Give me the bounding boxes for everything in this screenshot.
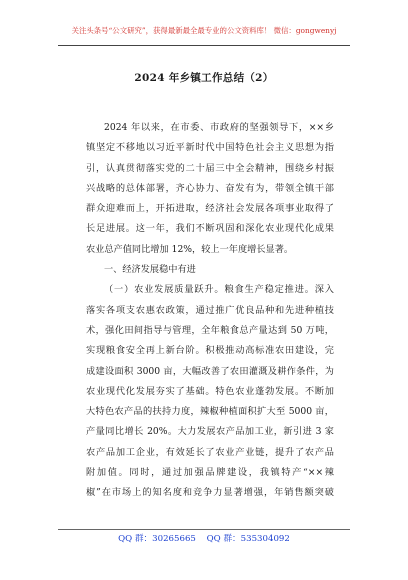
footer-contacts <box>0 533 408 545</box>
footer-divider <box>58 529 350 530</box>
body-line: 大特色农产品的扶持力度，辣椒种植面积扩大至 5000 亩， <box>86 406 334 418</box>
section-heading: 一、经济发展稳中有进 <box>104 264 196 276</box>
body-line: 群众迎难而上，开拓进取，经济社会发展各项事业取得了 <box>86 203 334 215</box>
body-line: 成建设面积 3000 亩，大幅改善了农田灌溉及耕作条件，为 <box>86 365 334 377</box>
body-line: 镇坚定不移地以习近平新时代中国特色社会主义思想为指 <box>86 142 334 154</box>
body-line: 落实各项支农惠农政策，通过推广优良品种和先进种植技 <box>86 304 334 316</box>
body-line: 术，强化田间指导与管理，全年粮食总产量达到 50 万吨， <box>86 324 334 336</box>
body-line: 农产品加工企业，有效延长了农业产业链，提升了农产品 <box>86 446 334 458</box>
document-body <box>86 118 334 504</box>
body-line: 兴战略的总体部署，齐心协力、奋发有为，带领全镇干部 <box>86 182 334 194</box>
body-line: 实现粮食安全再上新台阶。积极推动高标准农田建设，完 <box>86 345 334 357</box>
body-line: 椒”在市场上的知名度和竞争力显著增强，年销售额突破 <box>86 487 334 499</box>
header-banner: 关注头条号“公文研究”，获得最新最全最专业的公文资料库！ 微信：gongwenyj <box>71 26 337 35</box>
body-line: 附加值。同时，通过加强品牌建设，我镇特产“××辣 <box>86 467 334 479</box>
header-divider <box>58 45 350 46</box>
body-line: 2024 年以来，在市委、市政府的坚强领导下，××乡 <box>104 122 334 133</box>
footer-qq-group-2: QQ 群：535304092 <box>206 534 290 544</box>
document-title: 2024 年乡镇工作总结（2） <box>134 72 274 84</box>
body-line: （一）农业发展质量跃升。粮食生产稳定推进。深入 <box>104 284 334 296</box>
body-line: 引，认真贯彻落实党的二十届三中全会精神，围绕乡村振 <box>86 162 334 174</box>
body-line: 农业现代化发展夯实了基础。特色农业蓬勃发展。不断加 <box>86 385 334 397</box>
body-line: 长足进展。这一年，我们不断巩固和深化农业现代化成果 <box>86 223 334 235</box>
body-line: 产量同比增长 20%。大力发展农产品加工业，新引进 3 家 <box>86 426 334 438</box>
body-line: 农业总产值同比增加 12%，较上一年度增长显著。 <box>86 243 294 255</box>
footer-qq-group-1: QQ 群：30265665 <box>118 534 196 544</box>
